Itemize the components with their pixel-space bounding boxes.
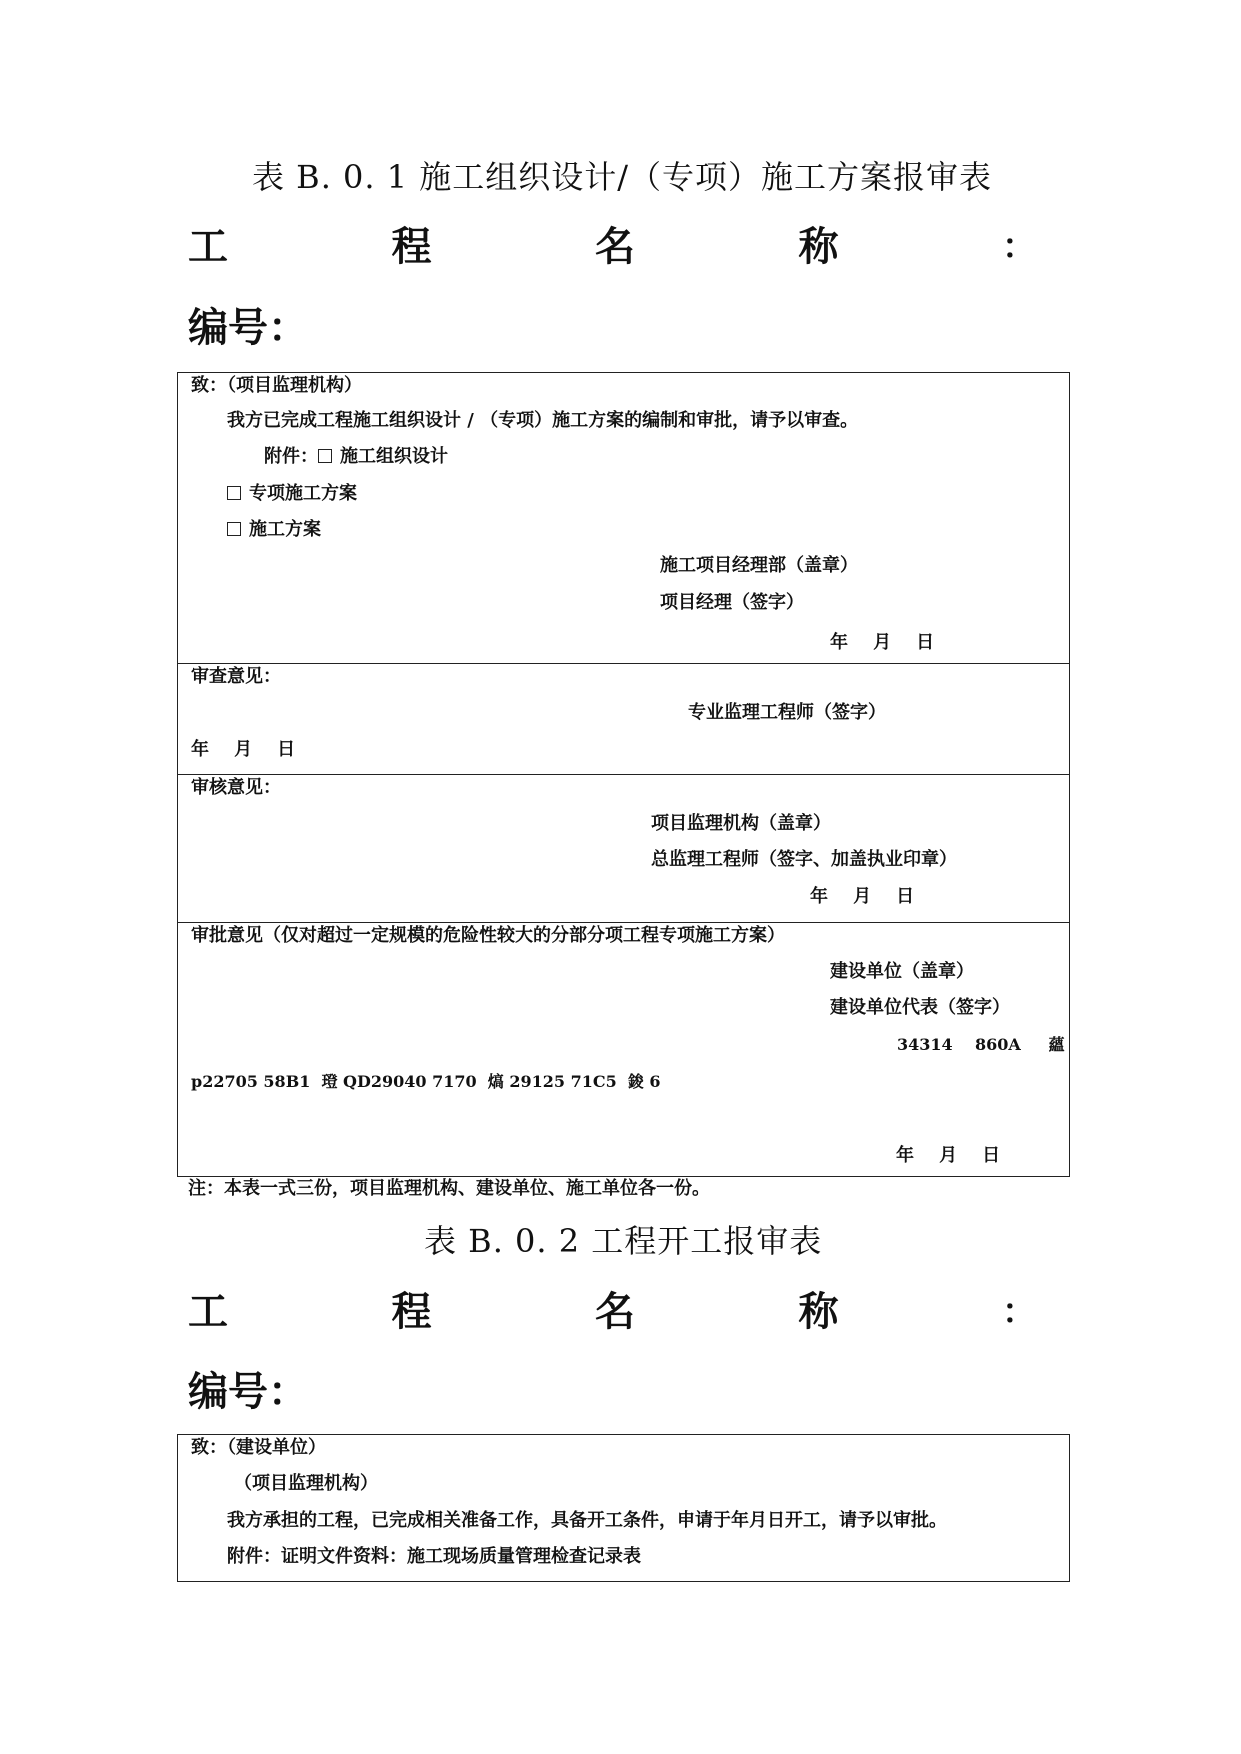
approval-label: 审批意见（仅对超过一定规模的危险性较大的分部分项工程专项施工方案） — [191, 925, 785, 946]
date-label: 年 月 日 — [896, 1145, 1001, 1166]
date-label: 年 月 日 — [830, 632, 935, 653]
option-row — [227, 483, 357, 505]
attachment-text: 附件：证明文件资料：施工现场质量管理检查记录表 — [227, 1546, 641, 1567]
submission-section — [178, 373, 1070, 664]
project-name-char: 程 — [391, 1287, 432, 1335]
table1-title: 表 B. 0. 1 施工组织设计/（专项）施工方案报审表 — [252, 158, 993, 196]
project-name-char: 程 — [391, 222, 432, 270]
to-recipient-2: （项目监理机构） — [234, 1473, 378, 1494]
project-name-char: 名 — [595, 222, 635, 270]
number-label: 编号： — [188, 1368, 308, 1415]
audit-section — [178, 775, 1070, 923]
review-label: 审查意见： — [191, 666, 281, 687]
checkbox[interactable] — [318, 449, 332, 463]
code-text: p22705 58B1 璒 QD29040 7170 熇 29125 71C5 鋑 6 — [191, 1072, 661, 1091]
form-table-1 — [177, 372, 1070, 1177]
rep-sign-label: 建设单位代表（签字） — [830, 997, 1010, 1018]
table2-title: 表 B. 0. 2 工程开工报审表 — [424, 1222, 823, 1260]
form-table-2 — [177, 1434, 1070, 1582]
audit-label: 审核意见： — [191, 777, 281, 798]
to-recipient: 致：（项目监理机构） — [191, 375, 362, 396]
review-section — [178, 664, 1070, 775]
submission-body: 我方已完成工程施工组织设计 / （专项）施工方案的编制和审批，请予以审查。 — [227, 410, 859, 431]
checkbox[interactable] — [227, 522, 241, 536]
project-name-colon: ： — [1002, 226, 1036, 267]
start-application-section — [178, 1435, 1070, 1582]
manager-sign-label: 项目经理（签字） — [660, 592, 804, 613]
date-label: 年 月 日 — [810, 886, 915, 907]
project-name-char: 称 — [798, 222, 839, 270]
project-name-char: 工 — [188, 222, 228, 270]
project-name-char: 名 — [595, 1287, 635, 1335]
dept-seal-label: 施工项目经理部（盖章） — [660, 555, 858, 576]
attachment-row — [264, 446, 448, 468]
option-label: 施工方案 — [249, 519, 321, 540]
checkbox[interactable] — [227, 486, 241, 500]
table1-note: 注：本表一式三份，项目监理机构、建设单位、施工单位各一份。 — [188, 1178, 710, 1199]
engineer-sign-label: 专业监理工程师（签字） — [688, 702, 886, 723]
project-name-row — [188, 1280, 1036, 1336]
option-label: 专项施工方案 — [249, 483, 357, 504]
org-seal-label: 项目监理机构（盖章） — [651, 813, 831, 834]
date-label: 年 月 日 — [191, 739, 296, 760]
code-text: 34314 860A 蘊 — [897, 1035, 1065, 1054]
chief-sign-label: 总监理工程师（签字、加盖执业印章） — [651, 849, 957, 870]
project-name-char: 工 — [188, 1287, 228, 1335]
project-name-row — [188, 215, 1036, 271]
project-name-char: 称 — [798, 1287, 839, 1335]
number-label: 编号： — [188, 304, 308, 351]
option-label: 施工组织设计 — [340, 446, 448, 467]
approval-section — [178, 923, 1070, 1177]
attachment-label: 附件： — [264, 446, 318, 467]
option-row — [227, 519, 321, 541]
application-body: 我方承担的工程，已完成相关准备工作，具备开工条件，申请于年月日开工，请予以审批。 — [227, 1510, 947, 1531]
to-recipient: 致：（建设单位） — [191, 1437, 326, 1458]
project-name-colon: ： — [1002, 1291, 1036, 1332]
unit-seal-label: 建设单位（盖章） — [830, 961, 974, 982]
